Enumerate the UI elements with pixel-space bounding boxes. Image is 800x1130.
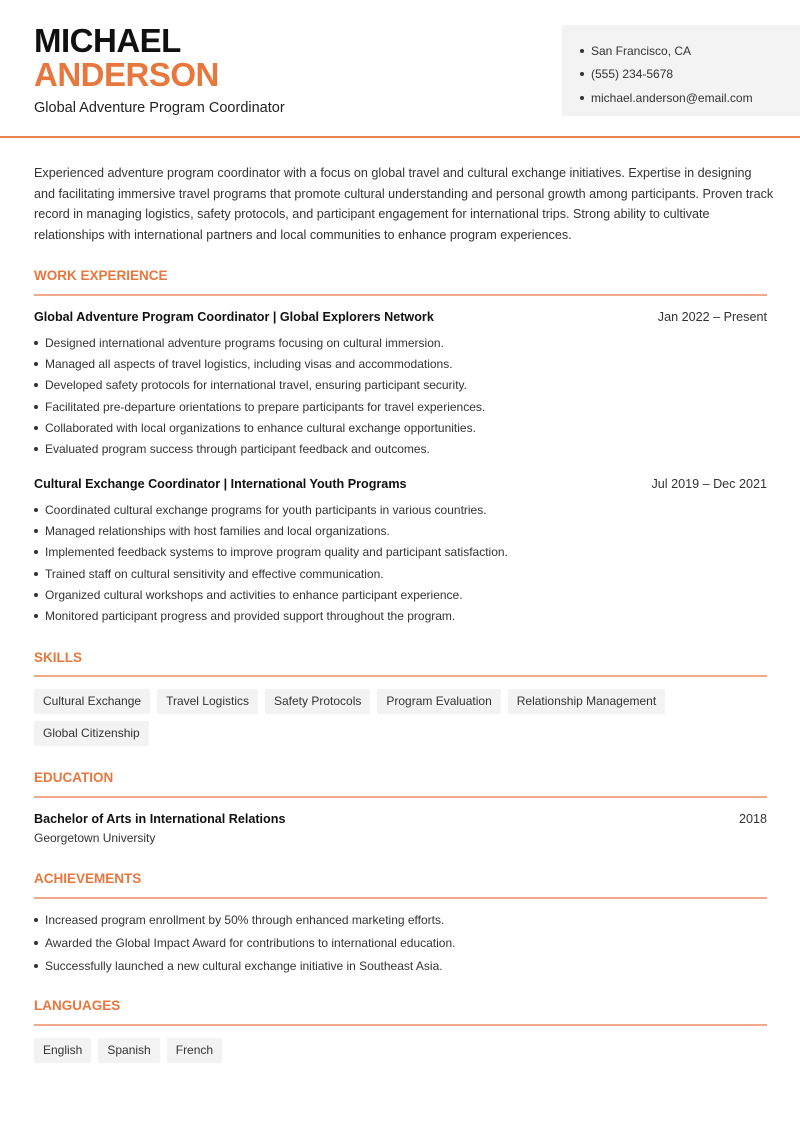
bullet-icon bbox=[34, 918, 38, 922]
skill-chip: Relationship Management bbox=[508, 689, 665, 714]
list-item: Managed all aspects of travel logistics, including visas and accommodations. bbox=[34, 353, 767, 374]
job-role: Global Adventure Program Coordinator | Global Explorers Network bbox=[34, 310, 434, 324]
education-entry bbox=[34, 812, 767, 826]
list-item: Evaluated program success through participant feedback and outcomes. bbox=[34, 438, 767, 459]
job-title: Global Adventure Program Coordinator bbox=[34, 100, 285, 116]
first-name: MICHAEL bbox=[34, 22, 181, 59]
section-divider bbox=[34, 675, 767, 677]
bullet-icon bbox=[34, 593, 38, 597]
list-item: Implemented feedback systems to improve program quality and participant satisfaction. bbox=[34, 542, 767, 563]
bullet-icon bbox=[34, 614, 38, 618]
contact-box bbox=[562, 25, 800, 116]
list-item: Organized cultural workshops and activities to enhance participant experience. bbox=[34, 584, 767, 605]
language-chip: Spanish bbox=[98, 1038, 159, 1063]
skills-heading: SKILLS bbox=[34, 650, 83, 665]
list-item: Designed international adventure programs focusing on cultural immersion. bbox=[34, 332, 767, 353]
bullet-icon bbox=[34, 426, 38, 430]
school: Georgetown University bbox=[34, 831, 156, 845]
language-chip: English bbox=[34, 1038, 91, 1063]
skill-chip: Safety Protocols bbox=[265, 689, 370, 714]
list-item: Successfully launched a new cultural exchange initiative in Southeast Asia. bbox=[34, 954, 767, 977]
job-header bbox=[34, 477, 767, 491]
skill-chip: Travel Logistics bbox=[157, 689, 258, 714]
contact-email: michael.anderson@email.com bbox=[580, 86, 800, 110]
bullet-icon bbox=[34, 341, 38, 345]
languages-heading: LANGUAGES bbox=[34, 998, 121, 1013]
bullet-icon bbox=[580, 72, 584, 76]
list-item: Developed safety protocols for international travel, ensuring participant security. bbox=[34, 375, 767, 396]
contact-phone: (555) 234-5678 bbox=[580, 63, 800, 87]
list-item: Collaborated with local organizations to enhance cultural exchange opportunities. bbox=[34, 417, 767, 438]
skill-chip: Global Citizenship bbox=[34, 721, 149, 746]
skill-chip: Program Evaluation bbox=[377, 689, 500, 714]
list-item: Coordinated cultural exchange programs for youth participants in various countries. bbox=[34, 499, 767, 520]
list-item: Managed relationships with host families and local organizations. bbox=[34, 520, 767, 541]
bullet-icon bbox=[34, 529, 38, 533]
languages-list bbox=[34, 1038, 767, 1063]
achievements-list bbox=[34, 909, 767, 977]
bullet-icon bbox=[34, 362, 38, 366]
skill-chip: Cultural Exchange bbox=[34, 689, 150, 714]
job-bullets bbox=[34, 332, 767, 460]
summary: Experienced adventure program coordinator with a focus on global travel and cultural exchange initiatives. Expertise in designing and facilitating immersive travel programs that promote cultural understanding and personal growth among participants. Proven track record in managing logistics, safety protocols, and participant engagement for international trips. Strong ability to cultivate relationships with international partners and local communities to enhance program experiences. bbox=[34, 166, 774, 243]
bullet-icon bbox=[34, 941, 38, 945]
list-item: Awarded the Global Impact Award for contributions to international education. bbox=[34, 932, 767, 955]
list-item: Trained staff on cultural sensitivity and effective communication. bbox=[34, 563, 767, 584]
last-name: ANDERSON bbox=[34, 56, 219, 93]
job-role: Cultural Exchange Coordinator | International Youth Programs bbox=[34, 477, 407, 491]
section-divider bbox=[34, 796, 767, 798]
bullet-icon bbox=[34, 383, 38, 387]
contact-location: San Francisco, CA bbox=[580, 39, 800, 63]
section-divider bbox=[34, 1024, 767, 1026]
resume-header bbox=[0, 0, 800, 138]
bullet-icon bbox=[34, 447, 38, 451]
graduation-year: 2018 bbox=[738, 812, 767, 826]
section-divider bbox=[34, 897, 767, 899]
bullet-icon bbox=[34, 508, 38, 512]
bullet-icon bbox=[34, 964, 38, 968]
bullet-icon bbox=[34, 550, 38, 554]
job-header bbox=[34, 310, 767, 324]
achievements-heading: ACHIEVEMENTS bbox=[34, 871, 142, 886]
list-item: Increased program enrollment by 50% through enhanced marketing efforts. bbox=[34, 909, 767, 932]
degree: Bachelor of Arts in International Relations bbox=[34, 812, 286, 826]
list-item: Monitored participant progress and provided support throughout the program. bbox=[34, 605, 767, 626]
job-dates: Jan 2022 – Present bbox=[657, 310, 767, 324]
job-dates: Jul 2019 – Dec 2021 bbox=[651, 477, 767, 491]
section-divider bbox=[34, 294, 767, 296]
bullet-icon bbox=[34, 405, 38, 409]
bullet-icon bbox=[580, 96, 584, 100]
list-item: Facilitated pre-departure orientations to prepare participants for travel experiences. bbox=[34, 396, 767, 417]
bullet-icon bbox=[580, 49, 584, 53]
language-chip: French bbox=[167, 1038, 222, 1063]
education-heading: EDUCATION bbox=[34, 770, 114, 785]
skills-list bbox=[34, 689, 767, 746]
work-experience-heading: WORK EXPERIENCE bbox=[34, 268, 168, 283]
job-bullets bbox=[34, 499, 767, 627]
bullet-icon bbox=[34, 572, 38, 576]
